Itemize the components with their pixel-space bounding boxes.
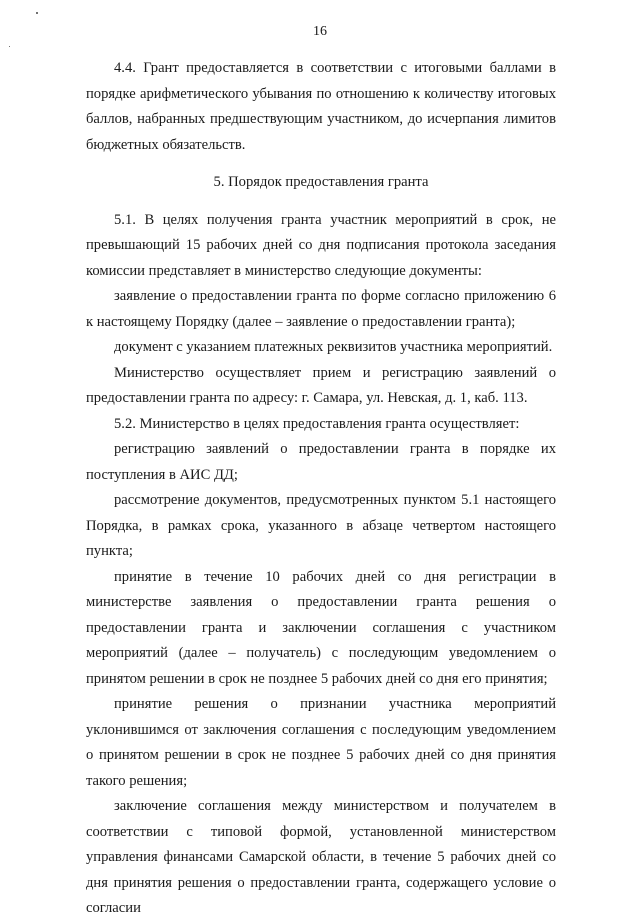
section-title: 5. Порядок предоставления гранта <box>213 174 429 190</box>
paragraph-5-2: 5.2. Министерство в целях предоставления гранта осуществляет: <box>114 415 520 432</box>
paragraph-5-2-review: рассмотрение документов, предусмотренных пунктом 5.1 настоящего Порядка, в рамках срока, указанного в абзаце четвертом настоящего пункта; <box>86 492 556 559</box>
page-number: 16 <box>313 24 327 39</box>
document-body <box>86 56 556 922</box>
paragraph-5-1-application: заявление о предоставлении гранта по форме согласно приложению 6 к настоящему Порядку (далее – заявление о предоставлении гранта); <box>86 288 556 330</box>
scan-speck <box>9 46 10 47</box>
paragraph-4-4: 4.4. Грант предоставляется в соответствии с итоговыми баллами в порядке арифметического убывания по отношению к количеству итоговых баллов, набранных предшествующим участником, до исчерпания лимитов бюджетных обязательств. <box>86 60 556 153</box>
scan-speck <box>36 12 38 14</box>
paragraph-5-1-address: Министерство осуществляет прием и регистрацию заявлений о предоставлении гранта по адресу: г. Самара, ул. Невская, д. 1, каб. 113. <box>86 364 556 406</box>
paragraph-5-2-evasion: принятие решения о признании участника мероприятий уклонившимся от заключения соглашения с последующим уведомлением о принятом решении в срок не позднее 5 рабочих дней со дня принятия такого решения; <box>86 696 556 789</box>
paragraph-5-1: 5.1. В целях получения гранта участник мероприятий в срок, не превышающий 15 рабочих дней со дня подписания протокола заседания комиссии представляет в министерство следующие документы: <box>86 211 556 279</box>
paragraph-5-2-agreement: заключение соглашения между министерством и получателем в соответствии с типовой формой, установленной министерством управления финансами Самарской области, в течение 5 рабочих дней со дня принятия решения о предоставлении гранта, содержащего условие о согласии <box>86 798 556 916</box>
paragraph-5-1-payment-document: документ с указанием платежных реквизитов участника мероприятий. <box>114 339 553 355</box>
paragraph-5-2-registration: регистрацию заявлений о предоставлении гранта в порядке их поступления в АИС ДД; <box>86 441 556 483</box>
paragraph-5-2-decision: принятие в течение 10 рабочих дней со дня регистрации в министерстве заявления о предоставлении гранта решения о предоставлении гранта и заключении соглашения с участником мероприятий (далее – получатель) с последующим уведомлением о принятом решении в срок не позднее 5 рабочих дней со дня его принятия; <box>86 568 556 687</box>
